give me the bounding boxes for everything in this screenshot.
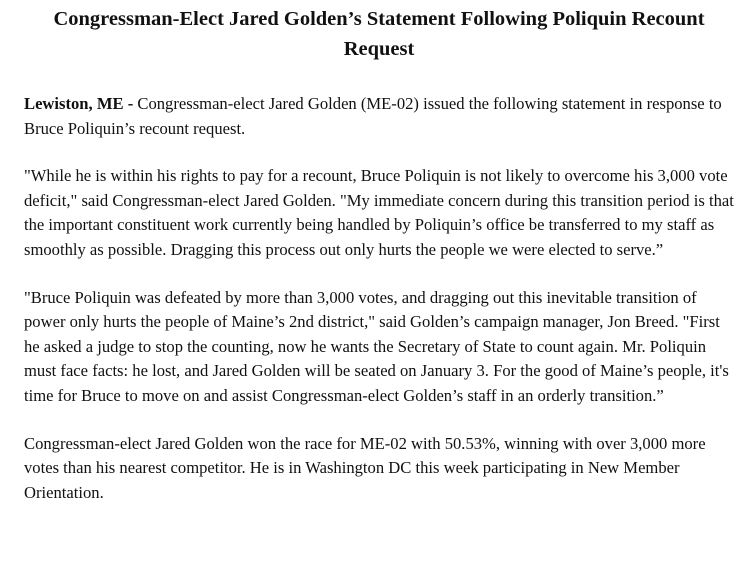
page-title: Congressman-Elect Jared Golden’s Statement Following Poliquin Recount Request: [53, 8, 705, 60]
lead-paragraph: [24, 92, 734, 141]
breed-quote-paragraph: "Bruce Poliquin was defeated by more than 3,000 votes, and dragging out this inevitable transition of power only hurts the people of Maine’s 2nd district," said Golden’s campaign manager, Jon Breed. "First he asked a judge to stop the counting, now he wants the Secretary of State to count again. Mr. Poliquin must face facts: he lost, and Jared Golden will be seated on January 3. For the good of Maine’s people, it's time for Bruce to move on and assist Congressman-elect Golden’s staff in an orderly transition.”: [24, 287, 729, 405]
dateline: Lewiston, ME -: [24, 94, 134, 113]
results-paragraph: Congressman-elect Jared Golden won the race for ME-02 with 50.53%, winning with over 3,000 more votes than his nearest competitor. He is in Washington DC this week participating in New Member Orientation.: [24, 433, 706, 502]
golden-quote-paragraph: "While he is within his rights to pay for a recount, Bruce Poliquin is not likely to overcome his 3,000 vote deficit," said Congressman-elect Jared Golden. "My immediate concern during this transition period is that the important constituent work currently being handled by Poliquin’s office be transferred to my staff as smoothly as possible. Dragging this process out only hurts the people we were elected to serve.”: [24, 166, 734, 259]
lead-text: Congressman-elect Jared Golden (ME-02) issued the following statement in response to Bruce Poliquin’s recount request.: [24, 94, 722, 138]
